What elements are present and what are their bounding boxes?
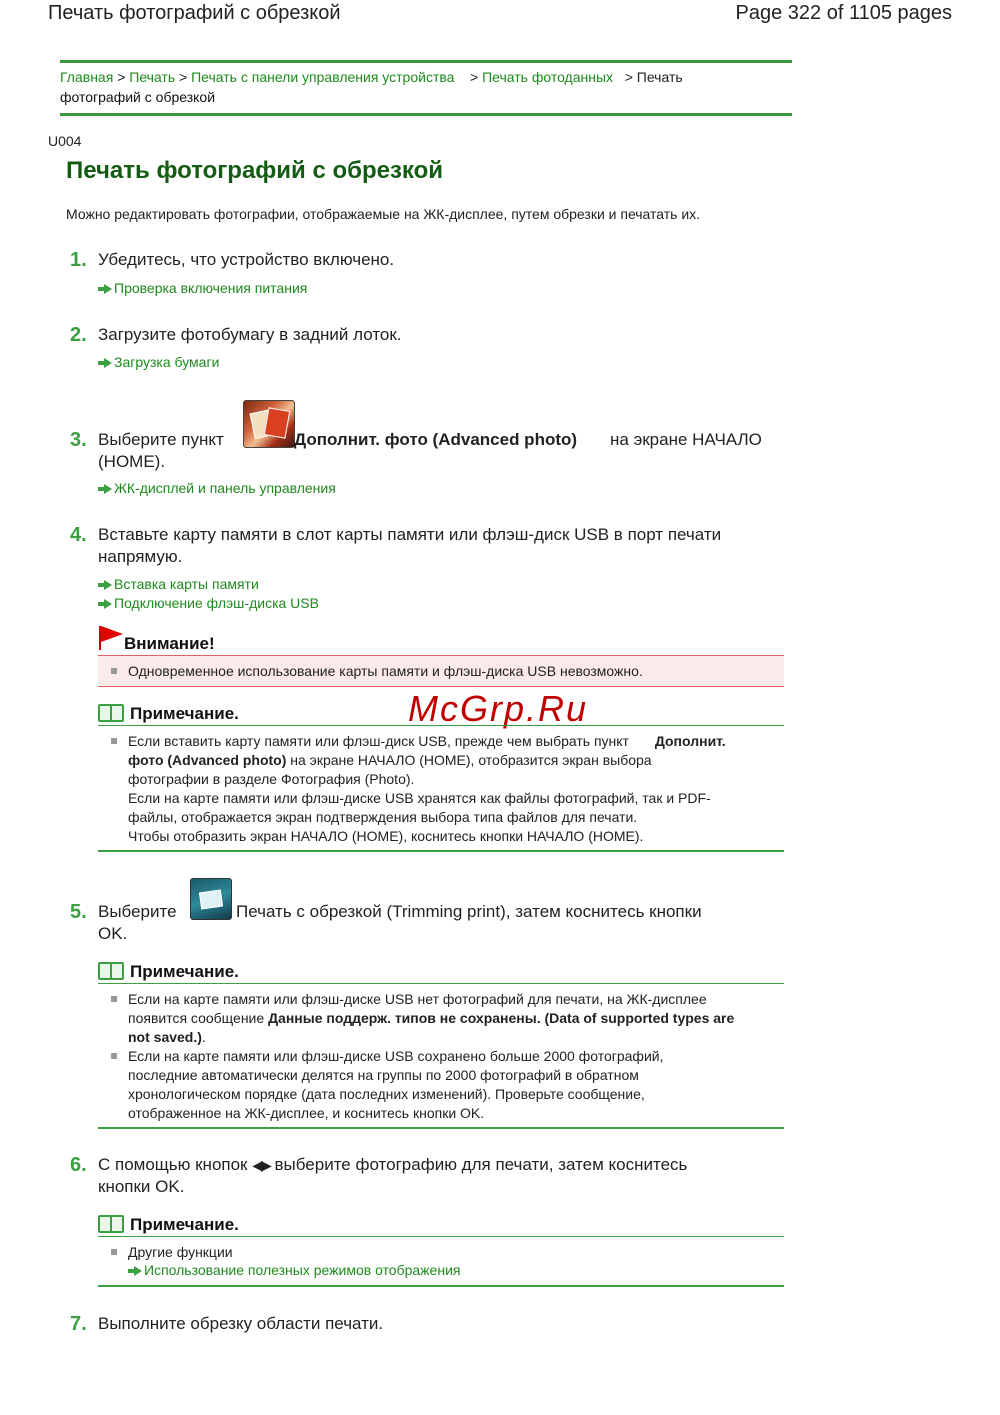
step-number: 5. (70, 901, 87, 923)
breadcrumb-separator: > (179, 69, 188, 85)
note1-line4: Если на карте памяти или флэш-диске USB хранятся как файлы фотографий, так и PDF- (128, 790, 711, 806)
breadcrumb-separator: > (117, 69, 126, 85)
note-heading: Примечание. (98, 704, 239, 724)
note1-line6: Чтобы отобразить экран НАЧАЛО (HOME), коснитесь кнопки НАЧАЛО (HOME). (128, 828, 644, 844)
link-lcd-panel[interactable]: ЖК-дисплей и панель управления (98, 480, 336, 496)
note-divider (98, 983, 784, 984)
breadcrumb-panel-print-link[interactable]: Печать с панели управления устройства (191, 69, 455, 85)
bullet (111, 996, 117, 1002)
step-text: Убедитесь, что устройство включено. (98, 250, 395, 269)
note1-line1: Если вставить карту памяти или флэш-диск USB, прежде чем выбрать пункт Дополнит. (128, 733, 726, 749)
arrow-right-icon (98, 354, 114, 370)
note2-b1-line2: появится сообщение Данные поддерж. типов не сохранены. (Data of supported types are (128, 1010, 735, 1026)
step-text: Выполните обрезку области печати. (98, 1314, 384, 1333)
bullet (111, 1249, 117, 1255)
step-number: 3. (70, 429, 87, 451)
left-right-arrows-icon: ◀▶ (252, 1157, 270, 1173)
arrow-right-icon (98, 480, 114, 496)
note2-b1-line3: not saved.). (128, 1029, 206, 1045)
note1-line2: фото (Advanced photo) на экране НАЧАЛО (HOME), отобразится экран выбора (128, 752, 652, 768)
breadcrumb-separator: > (470, 69, 479, 85)
step-number: 6. (70, 1154, 87, 1176)
step-text-a: С помощью кнопок ◀▶ выберите фотографию для печати, затем коснитесь (98, 1155, 688, 1174)
note-divider (98, 725, 784, 726)
document-header-title: Печать фотографий с обрезкой (48, 2, 341, 24)
arrow-right-icon (128, 1262, 144, 1278)
note-divider (98, 1127, 784, 1129)
note2-b2-line3: хронологическом порядке (дата последних изменений). Проверьте сообщение, (128, 1086, 645, 1102)
breadcrumb-home-link[interactable]: Главная (60, 69, 114, 85)
bullet (111, 1053, 117, 1059)
step-text-a: Вставьте карту памяти в слот карты памяти или флэш-диск USB в порт печати (98, 525, 722, 544)
bullet (111, 668, 117, 674)
arrow-right-icon (98, 576, 114, 592)
step-number: 4. (70, 524, 87, 546)
step-text-c: на экране НАЧАЛО (610, 430, 762, 449)
breadcrumb (60, 60, 792, 116)
note1-line3: фотографии в разделе Фотография (Photo). (128, 771, 415, 787)
note-divider (98, 1236, 784, 1237)
breadcrumb-separator: > (624, 69, 633, 85)
note2-b2-line4: отображенное на ЖК-дисплее, и коснитесь кнопки OK. (128, 1105, 485, 1121)
note2-b2-line2: последние автоматически делятся на группы по 2000 фотографий в обратном (128, 1067, 639, 1083)
book-icon (98, 704, 124, 722)
breadcrumb-photo-data-link[interactable]: Печать фотоданных (482, 69, 614, 85)
note1-line5: файлы, отображается экран подтверждения выбора типа файлов для печати. (128, 809, 638, 825)
breadcrumb-current-part1: Печать (636, 69, 683, 85)
note-heading: Примечание. (98, 962, 239, 982)
step-text-c: кнопки OK. (98, 1177, 185, 1196)
link-insert-card[interactable]: Вставка карты памяти (98, 576, 259, 592)
note2-b1-line1: Если на карте памяти или флэш-диске USB нет фотографий для печати, на ЖК-дисплее (128, 991, 707, 1007)
step-text-c: OK. (98, 924, 128, 943)
advanced-photo-icon (243, 400, 295, 448)
link-load-paper[interactable]: Загрузка бумаги (98, 354, 219, 370)
step-text-d: (HOME). (98, 452, 166, 471)
step-text-a: Выберите (98, 902, 177, 921)
step-text-a: Выберите пункт (98, 430, 224, 449)
document-code: U004 (48, 133, 82, 149)
note-divider (98, 850, 784, 852)
trimming-print-icon (190, 878, 232, 920)
bullet (111, 738, 117, 744)
breadcrumb-print-link[interactable]: Печать (129, 69, 176, 85)
attention-item: Одновременное использование карты памяти и флэш-диска USB невозможно. (128, 663, 643, 679)
intro-text: Можно редактировать фотографии, отображаемые на ЖК-дисплее, путем обрезки и печатать их. (66, 206, 701, 222)
link-power-check[interactable]: Проверка включения питания (98, 280, 307, 296)
step-text: Загрузите фотобумагу в задний лоток. (98, 325, 402, 344)
step-text-b: напрямую. (98, 547, 183, 566)
step-text-b: Печать с обрезкой (Trimming print), затем коснитесь кнопки (236, 902, 702, 921)
book-icon (98, 962, 124, 980)
arrow-right-icon (98, 280, 114, 296)
step-number: 7. (70, 1313, 87, 1335)
page-title: Печать фотографий с обрезкой (66, 157, 444, 184)
link-display-modes[interactable]: Использование полезных режимов отображения (128, 1262, 460, 1278)
breadcrumb-current-part2: фотографий с обрезкой (60, 89, 216, 105)
note2-b2-line1: Если на карте памяти или флэш-диске USB сохранено больше 2000 фотографий, (128, 1048, 664, 1064)
step-text-b: Дополнит. фото (Advanced photo) (294, 430, 578, 449)
book-icon (98, 1215, 124, 1233)
red-flag-icon (98, 626, 124, 652)
link-connect-usb[interactable]: Подключение флэш-диска USB (98, 595, 319, 611)
step-number: 1. (70, 249, 87, 271)
note-divider (98, 1285, 784, 1287)
watermark: McGrp.Ru (408, 688, 589, 729)
note-heading: Примечание. (98, 1215, 239, 1235)
arrow-right-icon (98, 595, 114, 611)
note3-item: Другие функции (128, 1244, 233, 1260)
page-counter: Page 322 of 1105 pages (735, 2, 952, 24)
step-number: 2. (70, 324, 87, 346)
attention-title: Внимание! (124, 634, 215, 653)
